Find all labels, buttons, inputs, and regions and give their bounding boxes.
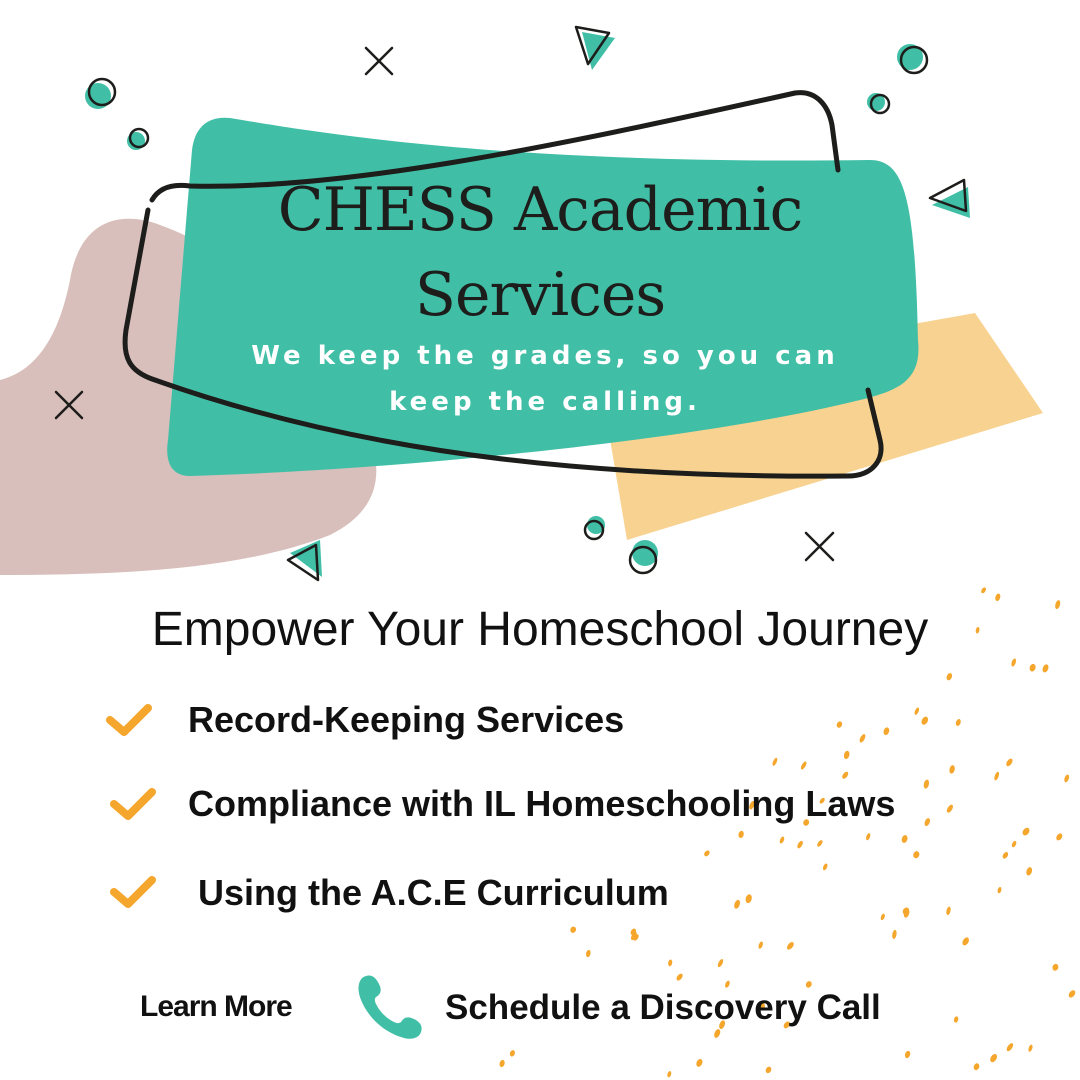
schedule-discovery-call-link[interactable]: Schedule a Discovery Call (445, 988, 881, 1027)
circle-icon (585, 516, 605, 539)
speckle-dot (1029, 663, 1037, 672)
speckle-dot (758, 941, 764, 949)
speckle-dot (1055, 832, 1064, 841)
speckle-dot (816, 839, 823, 847)
speckle-dot (904, 1050, 911, 1059)
speckle-dot (1021, 826, 1031, 836)
speckle-dot (765, 1066, 773, 1074)
speckle-dot (772, 757, 779, 766)
speckle-dot (920, 716, 929, 726)
speckle-dot (883, 727, 891, 736)
speckle-dot (786, 941, 795, 951)
circle-icon (85, 79, 115, 109)
speckle-dot (836, 721, 843, 729)
speckle-dot (945, 672, 953, 681)
speckle-dot (703, 849, 711, 857)
speckle-dot (695, 1058, 704, 1068)
service-item-compliance: Compliance with IL Homeschooling Laws (188, 783, 896, 824)
tagline-line-1: We keep the grades, so you can (251, 341, 839, 371)
cross-icon (366, 48, 392, 74)
speckle-dot (914, 707, 920, 716)
speckle-dot (675, 972, 684, 981)
circle-icon (897, 44, 927, 73)
service-item-ace-curriculum: Using the A.C.E Curriculum (198, 872, 669, 913)
phone-icon[interactable] (352, 970, 424, 1042)
speckle-dot (841, 771, 849, 780)
cross-icon (806, 533, 833, 560)
speckle-dot (1010, 658, 1017, 667)
speckle-dot (946, 804, 955, 814)
speckle-dot (717, 958, 725, 968)
speckle-dot (1002, 851, 1010, 860)
service-item-record-keeping: Record-Keeping Services (188, 699, 625, 740)
speckle-dot (1005, 757, 1014, 767)
check-icon (108, 872, 158, 912)
speckle-dot (738, 830, 745, 838)
speckle-dot (667, 1071, 672, 1078)
learn-more-link[interactable]: Learn More (140, 990, 292, 1023)
speckle-dot (865, 833, 871, 841)
speckle-dot (989, 1053, 999, 1064)
speckle-dot (955, 718, 962, 726)
speckle-dot (1067, 989, 1076, 999)
speckle-dot (953, 1016, 959, 1023)
speckle-dot (779, 836, 785, 844)
speckle-dot (796, 840, 804, 849)
tagline (195, 333, 895, 425)
speckle-dot (892, 930, 898, 940)
speckle-dot (800, 761, 808, 771)
speckle-dot (822, 863, 828, 871)
speckle-dot (923, 779, 930, 789)
circle-icon (630, 540, 658, 573)
speckle-dot (997, 887, 1002, 894)
speckle-dot (585, 949, 591, 957)
speckle-dot (858, 733, 866, 743)
speckle-dot (745, 894, 753, 904)
speckle-dot (1025, 866, 1033, 876)
speckle-dot (912, 850, 920, 859)
speckle-dot (713, 1028, 722, 1039)
speckle-dot (949, 765, 956, 775)
speckle-dot (1011, 840, 1017, 848)
circle-icon (127, 129, 148, 150)
page-title-line-2: Services (414, 260, 666, 330)
speckle-dot (668, 959, 673, 966)
speckle-dot (1063, 774, 1070, 783)
speckle-dot (509, 1049, 516, 1057)
speckle-dot (961, 936, 970, 946)
speckle-dot (1041, 663, 1049, 673)
speckle-dot (994, 593, 1001, 602)
speckle-dot (1052, 963, 1060, 972)
speckle-dot (980, 587, 987, 595)
speckle-dot (569, 926, 577, 934)
speckle-dot (901, 834, 909, 843)
speckle-dot (946, 906, 952, 915)
triangle-icon (930, 180, 970, 218)
check-icon (108, 784, 158, 824)
page-title: CHESS Academic (277, 175, 803, 245)
headline: Empower Your Homeschool Journey (151, 603, 929, 656)
tagline-line-2: keep the calling. (389, 387, 701, 417)
circle-icon (867, 93, 889, 113)
speckle-dot (733, 899, 741, 909)
speckle-dot (880, 913, 886, 921)
speckle-dot (499, 1059, 506, 1067)
speckle-dot (843, 750, 850, 759)
speckle-dot (924, 817, 932, 826)
speckle-dot (973, 1062, 980, 1070)
speckle-dot (1028, 1044, 1034, 1052)
triangle-icon (576, 27, 615, 70)
speckle-dot (1005, 1042, 1014, 1052)
check-icon (104, 700, 154, 740)
speckle-dot (993, 771, 1000, 781)
